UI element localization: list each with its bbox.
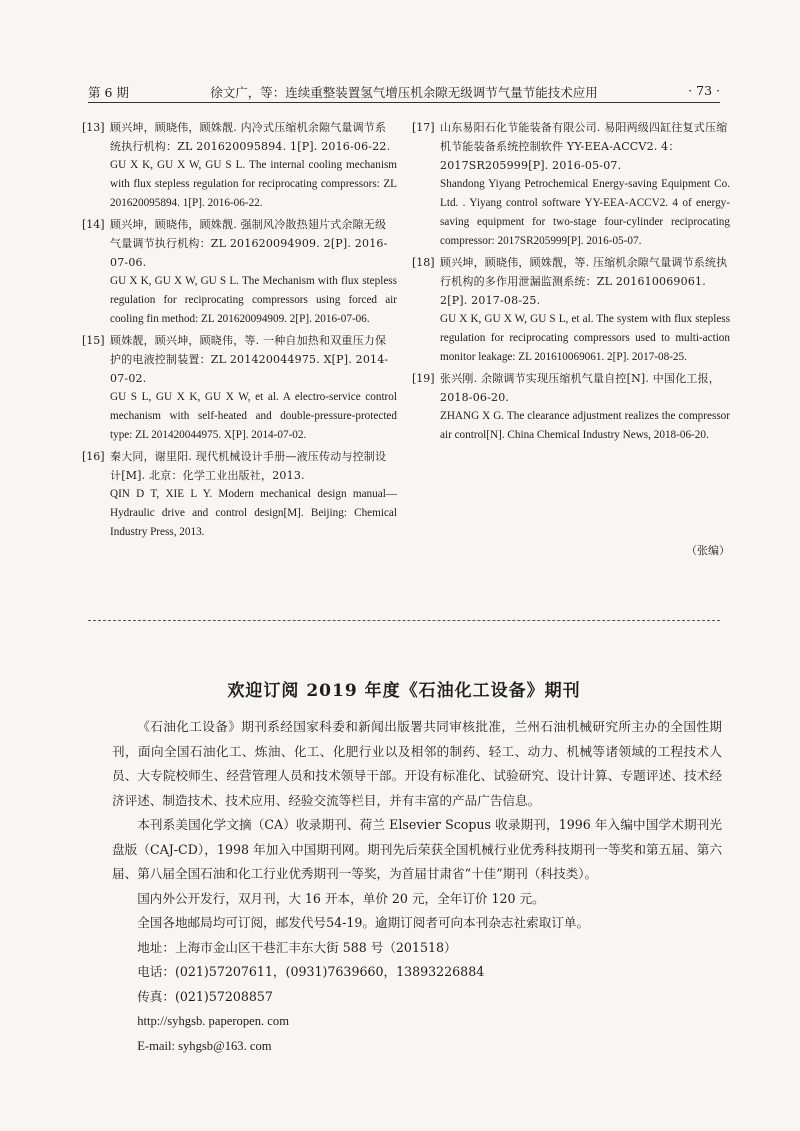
reference-chinese: 山东易阳石化节能装备有限公司. 易阳两级四缸往复式压缩机节能装备系统控制软件 YY-EEA-ACCV2. 4：2017SR205999[P]. 2016-05-07.	[440, 121, 728, 172]
reference-number: [13]	[82, 121, 105, 134]
announcement-paragraph: 《石油化工设备》期刊系经国家科委和新闻出版署共同审核批准，兰州石油机械研究所主办的全国性期刊，面向全国石油化工、炼油、化工、化肥行业以及相邻的制药、轻工、动力、机械等诸领域的工程技术人员、大专院校师生、经营管理人员和技术领导干部。开设有标准化、试验研究、设计计算、专题评述、技术经济评述、制造技术、技术应用、经验交流等栏目，并有丰富的产品广告信息。	[112, 719, 722, 808]
reference-number: [14]	[82, 218, 105, 231]
website-line: http://syhgsb. paperopen. com	[137, 1014, 289, 1028]
reference-item	[412, 118, 730, 251]
reference-chinese: 顾兴坤，顾晓伟，顾姝靓，等. 压缩机余隙气量调节系统执行机构的多作用泄漏监测系统：ZL 201610069061. 2[P]. 2017-08-25.	[440, 256, 728, 307]
reference-english: QIN D T, XIE L Y. Modern mechanical design manual—Hydraulic drive and control design[M]. Beijing: Chemical Industry Press, 2013.	[110, 488, 397, 538]
references-right-column	[412, 118, 730, 447]
reference-item	[82, 331, 397, 445]
phone-line: 电话：(021)57207611，(0931)7639660，13893226884	[137, 964, 485, 979]
announcement-paragraph: 本刊系美国化学文摘（CA）收录期刊、荷兰 Elsevier Scopus 收录期刊，1996 年入编中国学术期刊光盘版（CAJ-CD），1998 年加入中国期刊网。期刊先后荣获全国机械行业优秀科技期刊一等奖和第五届、第六届、第八届全国石油和化工行业优秀期刊一等奖，为首届甘肃省“十佳”期刊（科技类）。	[112, 817, 722, 881]
postal-info: 全国各地邮局均可订阅，邮发代号54-19。逾期订阅者可向本刊杂志社索取订单。	[137, 915, 590, 930]
editor-note: （张编）	[686, 544, 730, 557]
email-line: E-mail: syhgsb@163. com	[137, 1038, 272, 1053]
subscription-info: 国内外公开发行，双月刊，大 16 开本，单价 20 元，全年订价 120 元。	[137, 890, 545, 906]
reference-english: GU X K, GU X W, GU S L. The Mechanism with flux stepless regulation for reciprocating compressors using forced air cooling fin method: ZL 201620094909. 2[P]. 2016-07-06.	[110, 275, 397, 325]
reference-item	[82, 447, 397, 542]
reference-english: GU X K, GU X W, GU S L, et al. The system with flux stepless regulation for reciprocating compressors used to multi-action monitor leakage: ZL 201610069061. 2[P]. 2017-08-25.	[440, 313, 730, 363]
reference-chinese: 张兴刚. 余隙调节实现压缩机气量自控[N]. 中国化工报，2018-06-20.	[440, 372, 720, 404]
reference-number: [18]	[412, 256, 435, 269]
issue-number: 第 6 期	[88, 85, 129, 100]
reference-chinese: 顾兴坤，顾晓伟，顾姝靓. 内冷式压缩机余隙气量调节系统执行机构：ZL 201620095894. 1[P]. 2016-06-22.	[110, 121, 391, 153]
reference-item	[82, 118, 397, 213]
announcement-title: 欢迎订阅 2019 年度《石油化工设备》期刊	[227, 681, 581, 701]
reference-english: GU X K, GU X W, GU S L. The internal cooling mechanism with flux stepless regulation for reciprocating compressors: ZL 201620095894. 1[P]. 2016-06-22.	[110, 159, 397, 209]
reference-item	[412, 253, 730, 367]
running-title: 徐文广，等：连续重整装置氢气增压机余隙无级调节气量节能技术应用	[210, 85, 598, 100]
reference-item	[82, 215, 397, 329]
reference-chinese: 顾姝靓，顾兴坤，顾晓伟，等. 一种自加热和双重压力保护的电液控制装置：ZL 201420044975. X[P]. 2014-07-02.	[110, 334, 389, 385]
reference-number: [17]	[412, 121, 435, 134]
reference-number: [15]	[82, 334, 105, 347]
reference-number: [19]	[412, 372, 435, 385]
page-number: · 73 ·	[688, 83, 720, 98]
section-divider	[88, 620, 720, 621]
reference-item	[412, 369, 730, 445]
announcement-body	[112, 715, 722, 1058]
fax-line: 传真：(021)57208857	[137, 988, 273, 1004]
running-header	[88, 80, 720, 103]
reference-english: ZHANG X G. The clearance adjustment realizes the compressor air control[N]. China Chemical Industry News, 2018-06-20.	[440, 410, 730, 441]
reference-english: Shandong Yiyang Petrochemical Energy-saving Equipment Co. Ltd. . Yiyang control software YY-EEA-ACCV2. 4 of energy-saving equipment for two-stage four-cylinder reciprocating compressor: 2017SR205999[P]. 2016-05-07.	[440, 178, 730, 247]
reference-chinese: 顾兴坤，顾晓伟，顾姝靓. 强制风冷散热翅片式余隙无级气量调节执行机构：ZL 201620094909. 2[P]. 2016-07-06.	[110, 218, 388, 269]
address-line: 地址：上海市金山区干巷汇丰东大街 588 号（201518）	[137, 939, 457, 955]
reference-english: GU S L, GU X K, GU X W, et al. A electro-service control mechanism with self-heated and double-pressure-protected type: ZL 201420044975. X[P]. 2014-07-02.	[110, 391, 397, 441]
reference-number: [16]	[82, 450, 105, 463]
reference-chinese: 秦大同，谢里阳. 现代机械设计手册—液压传动与控制设计[M]. 北京：化学工业出版社，2013.	[110, 450, 387, 482]
references-left-column	[82, 118, 397, 544]
